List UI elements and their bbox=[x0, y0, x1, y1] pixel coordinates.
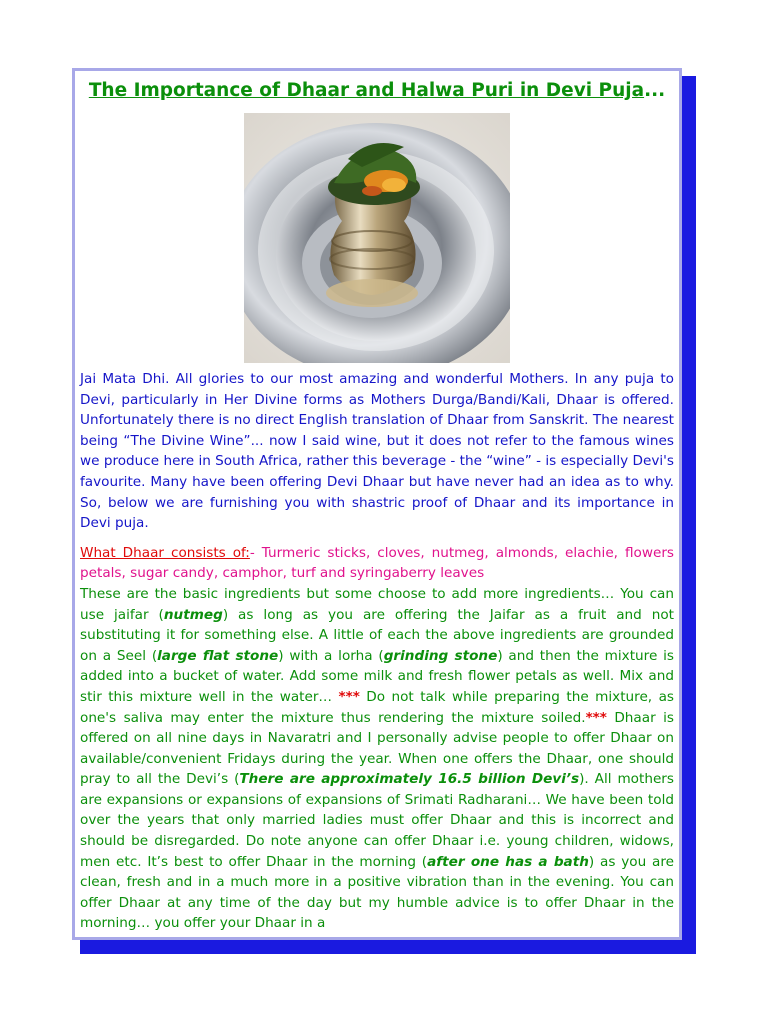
warning-stars-1: *** bbox=[338, 688, 360, 705]
preparation-em-7: after one has a bath bbox=[427, 853, 589, 870]
article-title-text: The Importance of Dhaar and Halwa Puri in Devi Puja bbox=[88, 80, 645, 101]
intro-paragraph: Jai Mata Dhi. All glories to our most amazing and wonderful Mothers. In any puja to Devi, particularly in Her Divine forms as Mothers Durga/Bandi/Kali, Dhaar is offered. Unfortunately there is no direct English translation of Dhaar from Sanskrit. The nearest being “The Divine Wine”... now I said wine, but it does not refer to the famous wines we produce here in South Africa, rather this beverage - the “wine” - is especially Devi's favourite. Many have been offering Devi Dhaar but have never had an idea as to why. So, below we are furnishing you with shastric proof of Dhaar and its importance in Devi puja. bbox=[80, 371, 674, 532]
preparation-text-4: ) and then the mixture is added into a bucket of water. Add some milk and fresh flower petals as well. Mix and stir this mixture well in the water… bbox=[80, 647, 674, 705]
preparation-text-5: Do not talk while preparing the mixture, as one's saliva may enter the mixture thus rendering the mixture soiled. bbox=[80, 688, 674, 726]
preparation-em-2: large flat stone bbox=[157, 647, 279, 664]
preparation-em-3: grinding stone bbox=[383, 647, 498, 664]
article-title-suffix: ... bbox=[644, 80, 666, 101]
article bbox=[80, 77, 674, 937]
warning-stars-2: *** bbox=[585, 709, 607, 726]
dhaar-photo bbox=[244, 113, 510, 363]
ingredients-list: - Turmeric sticks, cloves, nutmeg, almonds, elachie, flowers petals, sugar candy, camphor, turf and syringaberry leaves bbox=[80, 544, 674, 582]
ingredients-label: What Dhaar consists of: bbox=[80, 544, 250, 561]
article-title bbox=[80, 77, 674, 103]
preparation-em-1: nutmeg bbox=[163, 606, 223, 623]
preparation-text-3: ) with a lorha ( bbox=[278, 647, 384, 664]
preparation-em-6: There are approximately 16.5 billion Devi’s bbox=[239, 771, 580, 788]
preparation-paragraph bbox=[80, 584, 674, 934]
preparation-text-6: Dhaar is offered on all nine days in Navaratri and I personally advise people to offer Dhaar on available/convenient Fridays during the year. When one offers the Dhaar, one should pray to all the Devi’s ( bbox=[80, 709, 674, 788]
preparation-text-2: ) as long as you are offering the Jaifar as a fruit and not substituting it for something else. A little of each the above ingredients are grounded on a Seel ( bbox=[80, 606, 674, 664]
preparation-text-8: ) as you are clean, fresh and in a much more in a positive vibration than in the evening. You can offer Dhaar at any time of the day but my humble advice is to offer Dhaar in the morning… you offer your Dhaar in a bbox=[80, 853, 675, 932]
ingredients-paragraph bbox=[80, 543, 674, 584]
page-frame bbox=[72, 68, 682, 940]
preparation-text-7: ). All mothers are expansions or expansions of expansions of Srimati Radharani… We have been told over the years that only married ladies must offer Dhaar and this is incorrect and should be disregarded. Do note anyone can offer Dhaar i.e. young children, widows, men etc. It’s best to offer Dhaar in the morning ( bbox=[80, 771, 674, 870]
preparation-text-1: These are the basic ingredients but some choose to add more ingredients… You can use jaifar ( bbox=[80, 585, 674, 623]
